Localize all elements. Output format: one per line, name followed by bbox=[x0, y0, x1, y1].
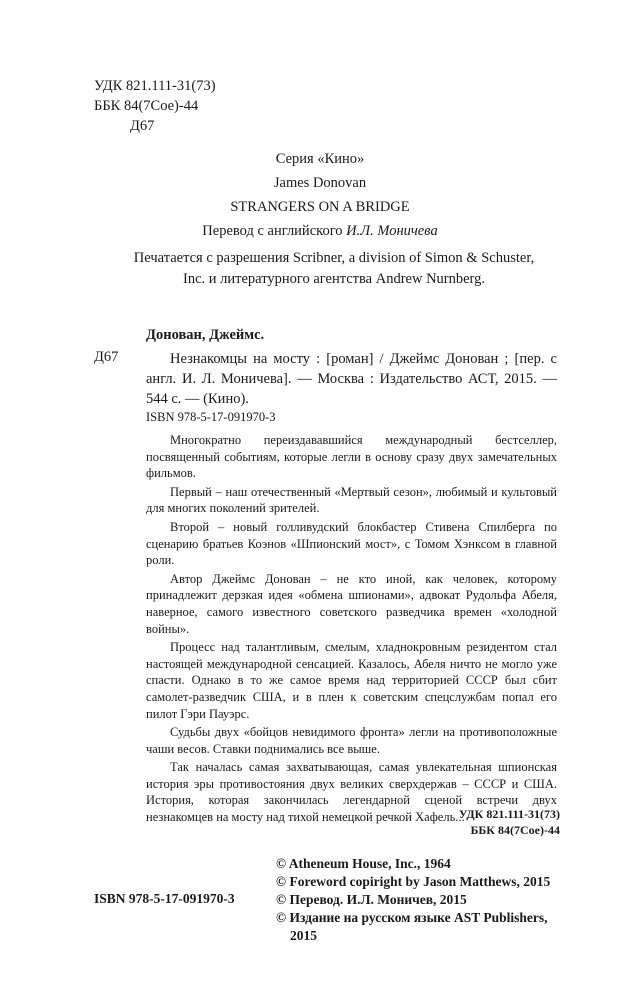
annotation-paragraph: Многократно переиздававшийся международный бестселлер, посвященный событиям, которые легли в основу сразу двух замечательных фильмов. bbox=[146, 433, 557, 481]
translation-prefix: Перевод с английского bbox=[202, 223, 347, 239]
annotation-paragraph: Второй – новый голливудский блокбастер Стивена Спилберга по сценарию братьев Коэнов «Шпионский мост», с Томом Хэнксом в главной роли. bbox=[146, 519, 557, 568]
annotation-paragraph: Процесс над талантливым, смелым, хладнокровным резидентом стал настоящей международной сенсацией. Казалось, Абеля ничто не могло уже спасти. Однако в то же самое время над территорией СССР был сбит самолет-разведчик США, и в плен к советским спецслужбам попал его пилот Гэри Пауэрс. bbox=[146, 640, 557, 721]
bbk-code: ББК 84(7Сое)-44 bbox=[94, 98, 199, 114]
permission-line-2: Inc. и литературного агентства Andrew Nurnberg. bbox=[183, 271, 485, 287]
annotation-paragraph: Автор Джеймс Донован – не кто иной, как человек, которому принадлежит дерзкая идея «обмена шпионами», адвокат Рудольфа Абеля, наверное, самого известного советского разведчика времен «холодной войны». bbox=[146, 571, 557, 636]
catalog-isbn: ISBN 978-5-17-091970-3 bbox=[146, 410, 276, 424]
bibliographic-description bbox=[146, 349, 557, 409]
footer-udk: УДК 821.111-31(73) bbox=[458, 807, 560, 821]
udk-code: УДК 821.111-31(73) bbox=[94, 78, 216, 94]
copyright-line: © Atheneum House, Inc., 1964 bbox=[276, 856, 451, 871]
series-label: Серия «Кино» bbox=[275, 151, 365, 167]
original-title: STRANGERS ON A BRIDGE bbox=[230, 199, 410, 215]
permission-notice bbox=[84, 248, 584, 290]
translation-credit bbox=[60, 223, 580, 240]
classification-block bbox=[94, 76, 216, 136]
isbn-footer: ISBN 978-5-17-091970-3 bbox=[94, 891, 235, 906]
author-code: Д67 bbox=[130, 118, 155, 134]
catalog-code: Д67 bbox=[94, 349, 119, 365]
copyright-block bbox=[276, 855, 550, 945]
copyright-line: © Foreword copiright by Jason Matthews, 2015 bbox=[276, 874, 551, 889]
copyright-line: © Перевод. И.Л. Моничев, 2015 bbox=[276, 892, 467, 907]
copyright-line: 2015 bbox=[290, 928, 317, 943]
footer-classification bbox=[400, 806, 560, 838]
catalog-author: Донован, Джеймс. bbox=[146, 327, 265, 343]
permission-line-1: Печатается с разрешения Scribner, a division of Simon & Schuster, bbox=[133, 250, 535, 266]
annotation-paragraph: Первый – наш отечественный «Мертвый сезон», любимый и культовый для многих поколений зрителей. bbox=[146, 484, 557, 516]
original-author: James Donovan bbox=[273, 175, 367, 191]
bibliographic-text: Незнакомцы на мосту : [роман] / Джеймс Донован ; [пер. с англ. И. Л. Моничева]. — Москва : Издательство АСТ, 2015. — 544 с. — (Кино). bbox=[146, 351, 557, 407]
copyright-line: © Издание на русском языке AST Publishers, bbox=[276, 910, 548, 925]
annotation-paragraph: Так началась самая захватывающая, самая увлекательная шпионская история эры противостояния двух великих сверхдержав – СССР и США. История, которая закончилась легендарной сценой встречи двух незнакомцев на мосту над тихой немецкой речкой Хафель... bbox=[146, 760, 557, 825]
annotation-paragraph: Судьбы двух «бойцов невидимого фронта» легли на противоположные чаши весов. Ставки поднимались все выше. bbox=[146, 725, 557, 756]
annotation bbox=[146, 432, 557, 828]
translator-name: И.Л. Моничева bbox=[346, 223, 438, 239]
footer-bbk: ББК 84(7Сое)-44 bbox=[470, 823, 560, 837]
